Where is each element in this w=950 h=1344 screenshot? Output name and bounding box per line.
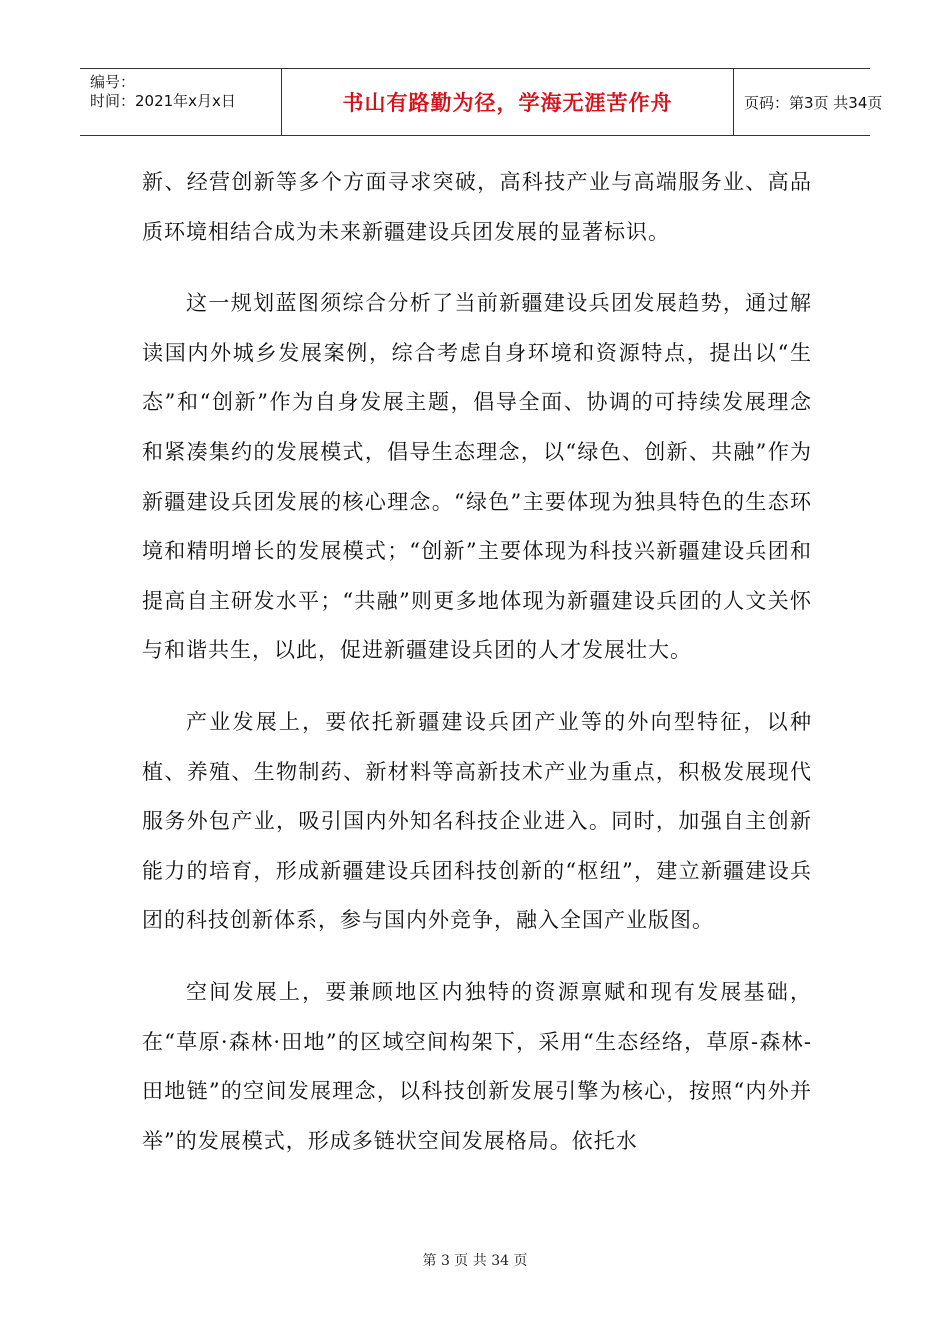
page-footer: 第 3 页 共 34 页 xyxy=(422,1253,528,1269)
paragraph-4: 空间发展上，要兼顾地区内独特的资源禀赋和现有发展基础，在“草原·森林·田地”的区域空间构架下，采用“生态经络，草原-森林-田地链”的空间发展理念，以科技创新发展引擎为核心，按照“内外并举”的发展模式，形成多链状空间发展格局。依托水 xyxy=(142,979,812,1153)
document-number: 编号： xyxy=(90,73,136,91)
header-meta-cell xyxy=(80,69,282,135)
header-page-code: 页码：第3页 共34页 xyxy=(744,93,883,112)
header-motto: 书山有路勤为径，学海无涯苦作舟 xyxy=(342,91,673,115)
page-header xyxy=(80,68,883,136)
document-body xyxy=(142,158,812,1166)
paragraph-2: 这一规划蓝图须综合分析了当前新疆建设兵团发展趋势，通过解读国内外城乡发展案例，综合考虑自身环境和资源特点，提出以“生态”和“创新”作为自身发展主题，倡导全面、协调的可持续发展理念和紧凑集约的发展模式，倡导生态理念，以“绿色、创新、共融”作为新疆建设兵团发展的核心理念。“绿色”主要体现为独具特色的生态环境和精明增长的发展模式；“创新”主要体现为科技兴新疆建设兵团和提高自主研发水平；“共融”则更多地体现为新疆建设兵团的人文关怀与和谐共生，以此，促进新疆建设兵团的人才发展壮大。 xyxy=(142,291,812,663)
document-date: 时间：2021年x月x日 xyxy=(90,92,236,110)
header-page-cell xyxy=(734,69,883,135)
paragraph-3: 产业发展上，要依托新疆建设兵团产业等的外向型特征，以种植、养殖、生物制药、新材料等高新技术产业为重点，积极发展现代服务外包产业，吸引国内外知名科技企业进入。同时，加强自主创新能力的培育，形成新疆建设兵团科技创新的“枢纽”，建立新疆建设兵团的科技创新体系，参与国内外竞争，融入全国产业版图。 xyxy=(142,709,812,933)
paragraph-1: 新、经营创新等多个方面寻求突破，高科技产业与高端服务业、高品质环境相结合成为未来新疆建设兵团发展的显著标识。 xyxy=(142,170,812,244)
header-motto-cell xyxy=(282,69,734,135)
